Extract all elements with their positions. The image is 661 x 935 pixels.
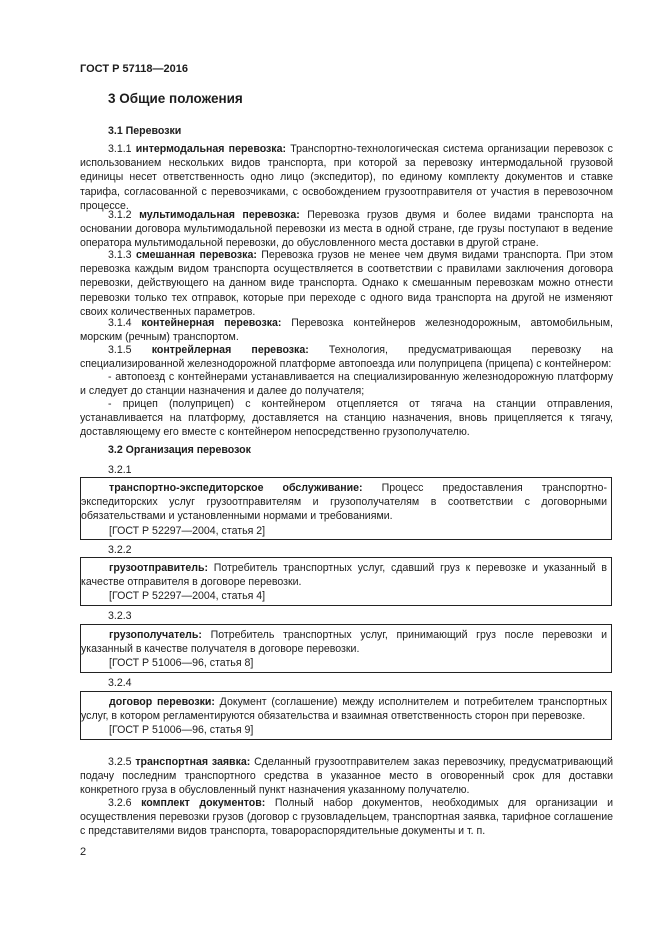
- term: мультимодальная перевозка:: [139, 209, 300, 221]
- definition: Технология, предусматривающая перевозку на специализированной железнодорожной платформе автопоезда или полуприцепа (прицепа) с контейнером:: [80, 344, 613, 371]
- paragraph-3-1-1: [80, 142, 613, 213]
- paragraph-3-2-6: [80, 796, 613, 839]
- clause-number-3-2-3: 3.2.3: [108, 610, 132, 622]
- definition: Перевозка грузов не менее чем двумя видами транспорта. При этом перевозка каждым видом транспорта осуществляется в соответствии с правилами заключения договора перевозки, действующего на данном виде транспорта. Однако к смешанным перевозкам можно отнести перевозки только тех отправок, которые при переходе с одного вида транспорта на другой не изменяют своих количественных параметров.: [80, 249, 613, 318]
- paragraph-3-1-4: [80, 316, 613, 344]
- definition-box-3-2-1: [80, 477, 612, 540]
- definition: Сделанный грузоотправителем заказ перевозчику, предусматривающий подачу последним транспортного средства в указанное место в оговоренный срок для доставки конкретного груза в обусловленный пункт назначения указанному получателю.: [80, 756, 613, 797]
- clause-number: 3.1.3: [108, 249, 132, 261]
- clause-number-3-2-2: 3.2.2: [108, 544, 132, 556]
- paragraph-3-1-5: [80, 343, 613, 371]
- paragraph-3-2-5: [80, 755, 613, 798]
- source-reference: [ГОСТ Р 51006—96, статья 9]: [109, 724, 254, 737]
- source-reference: [ГОСТ Р 51006—96, статья 8]: [109, 657, 254, 670]
- clause-number: 3.1.4: [108, 317, 132, 329]
- definition-box-3-2-4: [80, 691, 612, 740]
- term: контейнерная перевозка:: [141, 317, 282, 329]
- term: контрейлерная перевозка:: [151, 344, 309, 356]
- page-number: 2: [80, 846, 87, 858]
- clause-number: 3.1.2: [108, 209, 132, 221]
- term: транспортно-экспедиторское обслуживание:: [109, 482, 363, 494]
- definition: Потребитель транспортных услуг, сдавший груз к перевозке и указанный в качестве отправителя в договоре перевозки.: [81, 562, 607, 589]
- clause-number: 3.1.5: [108, 344, 132, 356]
- term: грузополучатель:: [109, 629, 202, 641]
- clause-number: 3.1.1: [108, 143, 132, 155]
- source-reference: [ГОСТ Р 52297—2004, статья 4]: [109, 590, 266, 603]
- definition: Перевозка грузов двумя и более видами транспорта на основании договора мультимодальной перевозки из места в одной стране, где грузы поступают в ведение оператора мультимодальной перевозки, до обусловленного места доставки в другой стране.: [80, 209, 613, 250]
- list-item-autopoezd: - автопоезд с контейнерами устанавливается на специализированную железнодорожную платформу и следует до станции назначения и далее до получателя;: [80, 371, 613, 398]
- definition: Документ (соглашение) между исполнителем и потребителем транспортных услуг, в котором регламентируются обязательства и взаимная ответственность сторон при перевозке.: [81, 696, 607, 723]
- term: смешанная перевозка:: [135, 249, 257, 261]
- definition: Перевозка контейнеров железнодорожным, автомобильным, морским (речным) транспортом.: [80, 317, 613, 344]
- clause-number: 3.2.6: [108, 797, 132, 809]
- definition-box-3-2-2: [80, 557, 612, 606]
- section-title: 3 Общие положения: [108, 91, 243, 106]
- paragraph-3-1-2: [80, 208, 613, 251]
- subsection-heading-3-2: 3.2 Организация перевозок: [108, 444, 251, 456]
- clause-number: 3.2.5: [108, 756, 132, 768]
- term: грузоотправитель:: [109, 562, 209, 574]
- document-header: ГОСТ Р 57118—2016: [80, 63, 188, 75]
- definition: Полный набор документов, необходимых для организации и осуществления перевозки грузов (договор с грузовладельцем, транспортная заявка, тарифное соглашение с представителями видов транспорта, товарораспорядительные документы и т. п.: [80, 797, 613, 838]
- source-reference: [ГОСТ Р 52297—2004, статья 2]: [109, 524, 266, 537]
- list-item-pricep: - прицеп (полуприцеп) с контейнером отцепляется от тягача на станции отправления, устанавливается на платформу, доставляется на станцию назначения, вновь прицепляется к тягачу, доставляющему его вместе с контейнером непосредственно грузополучателю.: [80, 398, 613, 439]
- definition: Процесс предоставления транспортно-экспедиторских услуг грузоотправителям и грузополучателям в соответствии с договорными обязательствами и установленными нормами и требованиями.: [81, 482, 607, 523]
- definition: Транспортно-технологическая система организации перевозок с использованием нескольких видов транспорта, при которой за перевозку интермодальной грузовой единицы несет ответственность одно лицо (экспедитор), по единому комплекту документов и ставке тарифа, согласованной с перевозчиками, с освобождением грузоотправителя от участия в перевозочном процессе.: [80, 143, 613, 212]
- term: транспортная заявка:: [135, 756, 251, 768]
- clause-number-3-2-1: 3.2.1: [108, 464, 132, 476]
- definition: Потребитель транспортных услуг, принимающий груз после перевозки и указанный в качестве получателя в договоре перевозки.: [81, 629, 607, 656]
- term: комплект документов:: [141, 797, 266, 809]
- paragraph-3-1-3: [80, 248, 613, 319]
- clause-number-3-2-4: 3.2.4: [108, 677, 132, 689]
- subsection-heading-3-1: 3.1 Перевозки: [108, 125, 182, 137]
- definition-box-3-2-3: [80, 624, 612, 673]
- term: интермодальная перевозка:: [135, 143, 287, 155]
- term: договор перевозки:: [109, 696, 215, 708]
